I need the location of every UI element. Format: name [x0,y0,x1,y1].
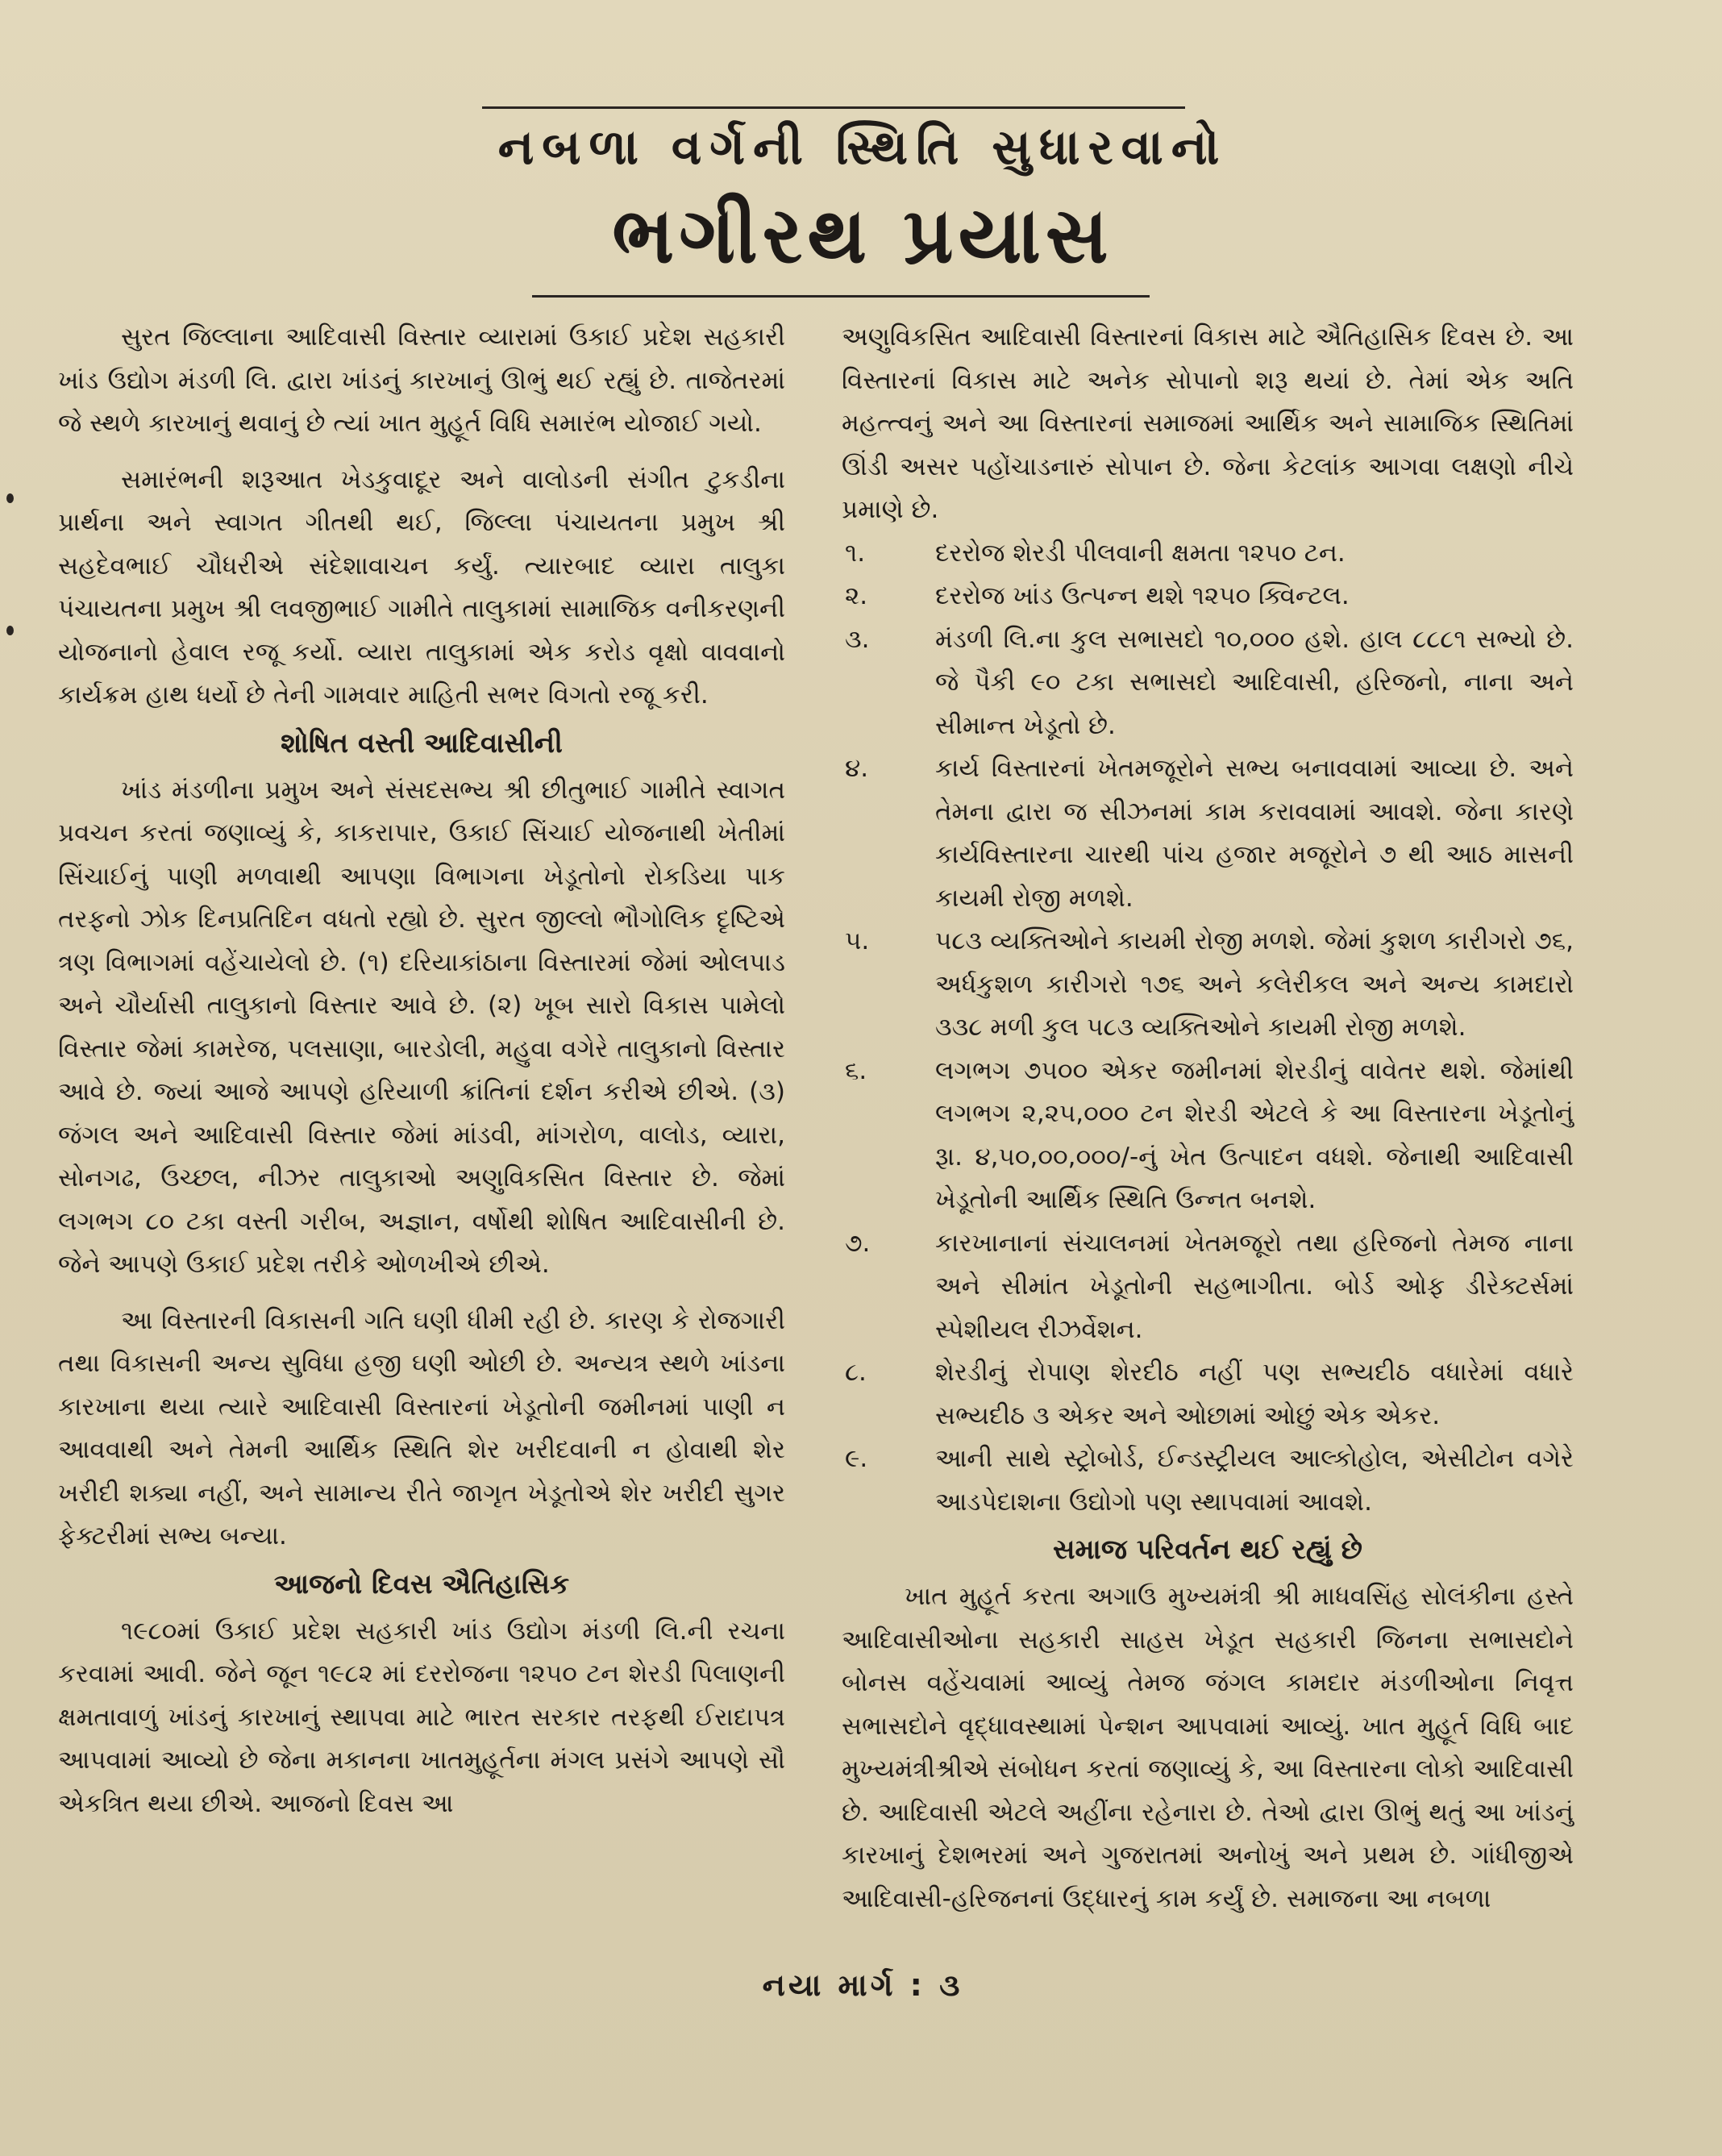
right-column [842,316,1574,1921]
list-item-number: ૯. [845,1444,868,1473]
headline-rule [532,295,1150,298]
list-item-text: ૫૮૩ વ્યક્તિઓને કાયમી રોજી મળશે. જેમાં કુશળ કારીગરો ૭૬, અર્ધકુશળ કારીગરો ૧૭૬ અને કલેરીકલ અને અન્ય કામદારો ૩૩૮ મળી કુલ ૫૮૩ વ્યક્તિઓને કાયમી રોજી મળશે. [935,926,1574,1042]
list-item [842,747,1574,920]
list-item-text: કારખાનાનાં સંચાલનમાં ખેતમજૂરો તથા હરિજનો તેમજ નાના અને સીમાંત ખેડૂતોની સહભાગીતા. બોર્ડ ઓફ ડીરેક્ટર્સમાં સ્પેશીયલ રીઝર્વેશન. [935,1228,1574,1344]
list-item-text: દરરોજ ખાંડ ઉત્પન્ન થશે ૧૨૫૦ ક્વિન્ટલ. [935,581,1350,610]
paragraph: ૧૯૮૦માં ઉકાઈ પ્રદેશ સહકારી ખાંડ ઉદ્યોગ મંડળી લિ.ની રચના કરવામાં આવી. જેને જૂન ૧૯૮૨ માં દરરોજના ૧૨૫૦ ટન શેરડી પિલાણની ક્ષમતાવાળું ખાંડનું કારખાનું સ્થાપવા માટે ભારત સરકાર તરફથી ઈરાદાપત્ર આપવામાં આવ્યો છે જેના મકાનના ખાતમુહૂર્તના મંગલ પ્રસંગે આપણે સૌ એકત્રિત થયા છીએ. આજનો દિવસ આ [58,1616,785,1818]
left-column [58,316,785,1825]
list-item [842,1050,1574,1222]
binding-hole-mark [6,493,14,503]
page-footer: નયા માર્ગ : ૩ [762,1967,963,2003]
paragraph: સુરત જિલ્લાના આદિવાસી વિસ્તાર વ્યારામાં ઉકાઈ પ્રદેશ સહકારી ખાંડ ઉદ્યોગ મંડળી લિ. દ્વારા ખાંડનું કારખાનું ઊભું થઈ રહ્યું છે. તાજેતરમાં જે સ્થળે કારખાનું થવાનું છે ત્યાં ખાત મુહૂર્ત વિધિ સમારંભ યોજાઈ ગયો. [58,323,785,438]
list-item-number: ૨. [845,581,868,610]
list-item-number: ૪. [845,754,869,783]
section-heading: શોષિત વસ્તી આદિવાસીની [281,726,563,760]
list-item-text: શેરડીનું રોપાણ શેરદીઠ નહીં પણ સભ્યદીઠ વધારેમાં વધારે સભ્યદીઠ ૩ એકર અને ઓછામાં ઓછું એક એકર. [935,1358,1574,1430]
list-item [842,1222,1574,1352]
list-item-number: ૬. [845,1055,867,1085]
binding-hole-mark [6,626,14,635]
list-item [842,575,1574,618]
list-item [842,1351,1574,1438]
list-item-text: મંડળી લિ.ના કુલ સભાસદો ૧૦,૦૦૦ હશે. હાલ ૮૮૮૧ સભ્યો છે. જે પૈકી ૯૦ ટકા સભાસદો આદિવાસી, હરિજનો, નાના અને સીમાન્ત ખેડૂતો છે. [935,624,1574,740]
paragraph: સમારંભની શરૂઆત ખેડકુવાદૂર અને વાલોડની સંગીત ટુકડીના પ્રાર્થના અને સ્વાગત ગીતથી થઈ, જિલ્લા પંચાયતના પ્રમુખ શ્રી સહદેવભાઈ ચૌધરીએ સંદેશાવાચન કર્યું. ત્યારબાદ વ્યારા તાલુકા પંચાયતના પ્રમુખ શ્રી લવજીભાઈ ગામીતે તાલુકામાં સામાજિક વનીકરણની યોજનાનો હેવાલ રજૂ કર્યો. વ્યારા તાલુકામાં એક કરોડ વૃક્ષો વાવવાનો કાર્યક્રમ હાથ ધર્યો છે તેની ગામવાર માહિતી સભર વિગતો રજૂ કરી. [58,464,785,710]
list-item [842,532,1574,576]
paragraph: આ વિસ્તારની વિકાસની ગતિ ઘણી ધીમી રહી છે. કારણ કે રોજગારી તથા વિકાસની અન્ય સુવિધા હજી ઘણી ઓછી છે. અન્યત્ર સ્થળે ખાંડના કારખાના થયા ત્યારે આદિવાસી વિસ્તારનાં ખેડૂતોની જમીનમાં પાણી ન આવવાથી અને તેમની આર્થિક સ્થિતિ શેર ખરીદવાની ન હોવાથી શેર ખરીદી શક્યા નહીં, અને સામાન્ય રીતે જાગૃત ખેડૂતોએ શેર ખરીદી સુગર ફેક્ટરીમાં સભ્ય બન્યા. [58,1305,785,1550]
list-item-number: ૩. [845,624,870,654]
article-headline: ભગીરથ પ્રયાસ [612,190,1113,281]
list-item-number: ૭. [845,1228,871,1258]
section-heading: આજનો દિવસ ઐતિહાસિક [273,1567,570,1600]
list-item-text: લગભગ ૭૫૦૦ એકર જમીનમાં શેરડીનું વાવેતર થશે. જેમાંથી લગભગ ૨,૨૫,૦૦૦ ટન શેરડી એટલે કે આ વિસ્તારના ખેડૂતોનું રૂા. ૪,૫૦,૦૦,૦૦૦/-નું ખેત ઉત્પાદન વધશે. જેનાથી આદિવાસી ખેડૂતોની આર્થિક સ્થિતિ ઉન્નત બનશે. [935,1055,1574,1214]
top-rule [482,106,1185,109]
list-item-text: આની સાથે સ્ટ્રોબોર્ડ, ઈન્ડસ્ટ્રીયલ આલ્કોહોલ, એસીટોન વગેરે આડપેદાશના ઉદ્યોગો પણ સ્થાપવામાં આવશે. [935,1444,1574,1517]
list-item-number: ૧. [845,538,866,568]
list-item [842,618,1574,748]
paragraph: અણુવિકસિત આદિવાસી વિસ્તારનાં વિકાસ માટે ઐતિહાસિક દિવસ છે. આ વિસ્તારનાં વિકાસ માટે અનેક સોપાનો શરૂ થયાં છે. તેમાં એક અતિ મહત્ત્વનું અને આ વિસ્તારનાં સમાજમાં આર્થિક અને સામાજિક સ્થિતિમાં ઊંડી અસર પહોંચાડનારું સોપાન છે. જેના કેટલાંક આગવા લક્ષણો નીચે પ્રમાણે છે. [842,323,1574,524]
list-item-text: દરરોજ શેરડી પીલવાની ક્ષમતા ૧૨૫૦ ટન. [935,538,1346,568]
list-item [842,1438,1574,1524]
section-heading: સમાજ પરિવર્તન થઈ રહ્યું છે [1053,1534,1362,1566]
paragraph: ખાંડ મંડળીના પ્રમુખ અને સંસદસભ્ય શ્રી છીતુભાઈ ગામીતે સ્વાગત પ્રવચન કરતાં જણાવ્યું કે, કાકરાપાર, ઉકાઈ સિંચાઈ યોજનાથી ખેતીમાં સિંચાઈનું પાણી મળવાથી આપણા વિભાગના ખેડૂતોનો રોકડિયા પાક તરફનો ઝોક દિનપ્રતિદિન વધતો રહ્યો છે. સુરત જીલ્લો ભૌગોલિક દૃષ્ટિએ ત્રણ વિભાગમાં વહેંચાયેલો છે. (૧) દરિયાકાંઠાના વિસ્તારમાં જેમાં ઓલપાડ અને ચૌર્યાસી તાલુકાનો વિસ્તાર આવે છે. (૨) ખૂબ સારો વિકાસ પામેલો વિસ્તાર જેમાં કામરેજ, પલસાણા, બારડોલી, મહુવા વગેરે તાલુકાનો વિસ્તાર આવે છે. જ્યાં આજે આપણે હરિયાળી ક્રાંતિનાં દર્શન કરીએ છીએ. (૩) જંગલ અને આદિવાસી વિસ્તાર જેમાં માંડવી, માંગરોળ, વાલોડ, વ્યારા, સોનગઢ, ઉચ્છલ, નીઝર તાલુકાઓ અણુવિકસિત વિસ્તાર છે. જેમાં લગભગ ૮૦ ટકા વસ્તી ગરીબ, અજ્ઞાન, વર્ષોથી શોષિત આદિવાસીની છે. જેને આપણે ઉકાઈ પ્રદેશ તરીકે ઓળખીએ છીએ. [58,775,785,1279]
list-item [842,920,1574,1050]
paragraph: ખાત મુહૂર્ત કરતા અગાઉ મુખ્યમંત્રી શ્રી માધવસિંહ સોલંકીના હસ્તે આદિવાસીઓના સહકારી સાહસ ખેડૂત સહકારી જિનના સભાસદોને બોનસ વહેંચવામાં આવ્યું તેમજ જંગલ કામદાર મંડળીઓના નિવૃત્ત સભાસદોને વૃદ્ધાવસ્થામાં પેન્શન આપવામાં આવ્યું. ખાત મુહૂર્ત વિધિ બાદ મુખ્યમંત્રીશ્રીએ સંબોધન કરતાં જણાવ્યું કે, આ વિસ્તારના લોકો આદિવાસી છે. આદિવાસી એટલે અહીંના રહેનારા છે. તેઓ દ્વારા ઊભું થતું આ ખાંડનું કારખાનું દેશભરમાં અને ગુજરાતમાં અનોખું અને પ્રથમ છે. ગાંધીજીએ આદિવાસી-હરિજનનાં ઉદ્ધારનું કામ કર્યું છે. સમાજના આ નબળા [842,1582,1574,1913]
list-item-number: ૮. [845,1358,867,1387]
feature-list [842,532,1574,1525]
list-item-number: ૫. [845,926,870,955]
article-kicker: નબળા વર્ગની સ્થિતિ સુધારવાનો [497,119,1228,176]
list-item-text: કાર્ય વિસ્તારનાં ખેતમજૂરોને સભ્ય બનાવવામાં આવ્યા છે. અને તેમના દ્વારા જ સીઝનમાં કામ કરાવવામાં આવશે. જેના કારણે કાર્યવિસ્તારના ચારથી પાંચ હજાર મજૂરોને ૭ થી આઠ માસની કાયમી રોજી મળશે. [935,754,1574,913]
